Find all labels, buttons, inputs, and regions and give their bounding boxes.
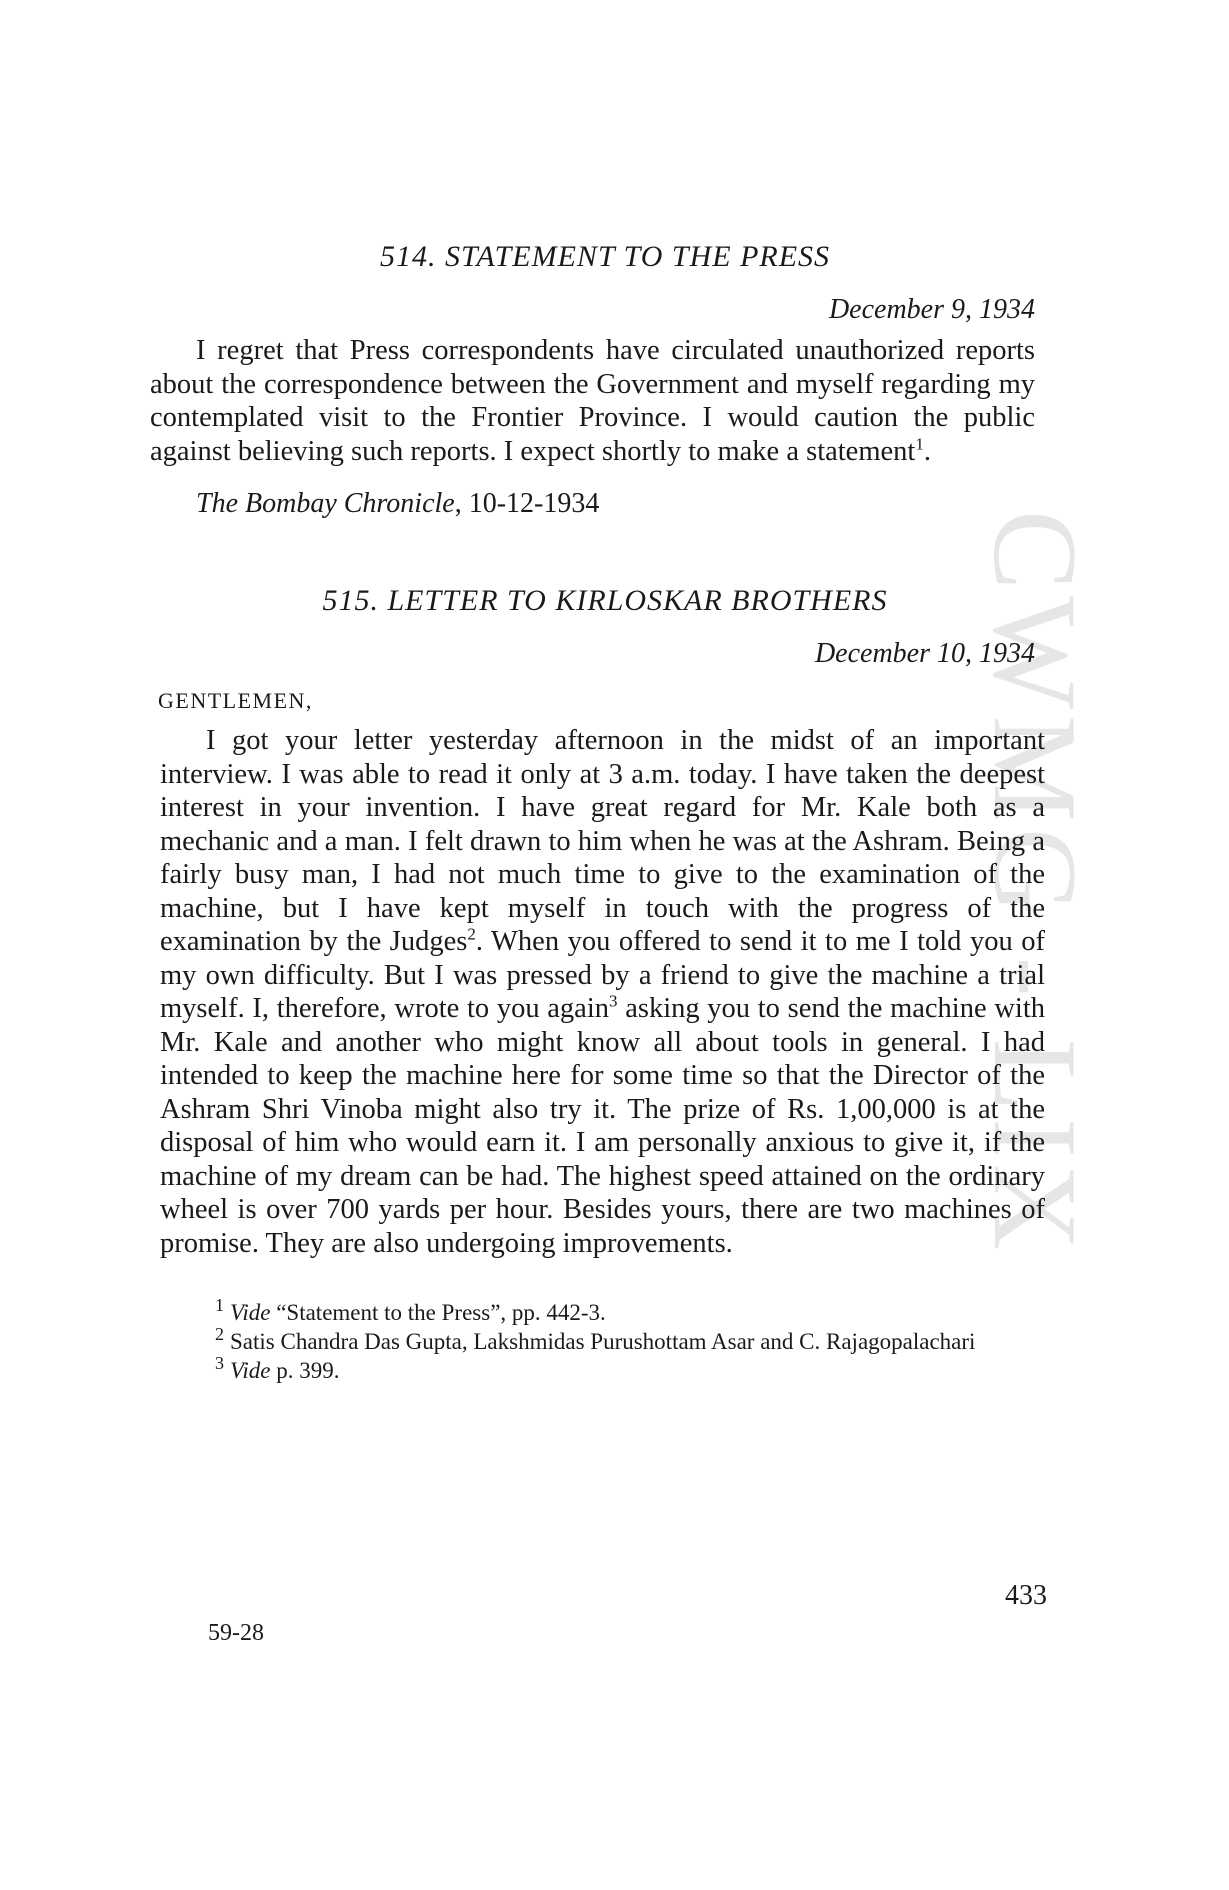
footnote-2 xyxy=(165,1324,1045,1356)
footnote-3 xyxy=(165,1353,1045,1385)
footnote-3-number: 3 xyxy=(215,1353,224,1374)
salutation: GENTLEMEN, xyxy=(158,688,313,713)
section-515-date: December 10, 1934 xyxy=(814,638,1035,669)
footnote-2-number: 2 xyxy=(215,1324,224,1345)
section-515-body xyxy=(160,724,1045,1260)
footnote-ref-2: 2 xyxy=(467,924,476,944)
signature-mark: 59-28 xyxy=(208,1620,264,1646)
page-number: 433 xyxy=(1005,1580,1047,1611)
footnote-ref-3: 3 xyxy=(609,991,618,1011)
section-515-body-part3: asking you to send the machine with Mr. Kale and another who might know all about tools in general. I had intended to keep the machine here for some time so that the Director of the Ashram Shri Vinoba might also try it. The prize of Rs. 1,00,000 is at the disposal of him who would earn it. I am personally anxious to give it, if the machine of my dream can be had. The highest speed attained on the ordinary wheel is over 700 yards per hour. Besides yours, there are two machines of promise. They are also undergoing improvements. xyxy=(160,993,1045,1259)
section-515-title: 515. LETTER TO KIRLOSKAR BROTHERS xyxy=(322,584,888,617)
section-gap xyxy=(150,520,1050,584)
section-514-body xyxy=(150,334,1035,468)
footnote-3-italic: Vide xyxy=(230,1358,271,1383)
footnote-1-number: 1 xyxy=(215,1295,224,1316)
section-514-source xyxy=(196,488,1050,520)
content xyxy=(150,240,1050,1385)
footnote-1 xyxy=(165,1295,1045,1327)
section-515-body-part2: . When you offered to send it to me I told you of my own difficulty. But I was pressed by a friend to give the machine a trial myself. I, therefore, wrote to you again xyxy=(160,926,1045,1024)
section-514-body-text: I regret that Press correspondents have circulated unauthorized reports about the correspondence between the Government and myself regarding my contemplated visit to the Frontier Province. I would caution the public against believing such reports. I expect shortly to make a statement xyxy=(150,335,1035,467)
section-515-body-part1: I got your letter yesterday afternoon in the midst of an important interview. I was able to read it only at 3 a.m. today. I have taken the deepest interest in your invention. I have great regard for Mr. Kale both as a mechanic and a man. I felt drawn to him when he was at the Ashram. Being a fairly busy man, I had not much time to give to the examination of the machine, but I have kept myself in touch with the progress of the examination by the Judges xyxy=(160,725,1045,957)
section-514-title: 514. STATEMENT TO THE PRESS xyxy=(379,240,831,273)
section-514-date: December 9, 1934 xyxy=(828,294,1035,325)
source-title: The Bombay Chronicle xyxy=(196,488,455,519)
footnote-ref-1: 1 xyxy=(915,434,924,453)
section-514-body-end: . xyxy=(923,435,931,467)
source-date: , 10-12-1934 xyxy=(454,488,600,519)
footnote-1-italic: Vide xyxy=(230,1300,271,1325)
footnote-3-text: p. 399. xyxy=(270,1358,340,1383)
footnote-1-text: “Statement to the Press”, pp. 442-3. xyxy=(270,1300,606,1325)
watermark: CWMG - LIX xyxy=(969,510,1102,1257)
footnote-2-text: Satis Chandra Das Gupta, Lakshmidas Purushottam Asar and C. Rajagopalachari xyxy=(230,1329,976,1354)
page xyxy=(150,240,1050,1385)
footnotes xyxy=(165,1295,1045,1385)
